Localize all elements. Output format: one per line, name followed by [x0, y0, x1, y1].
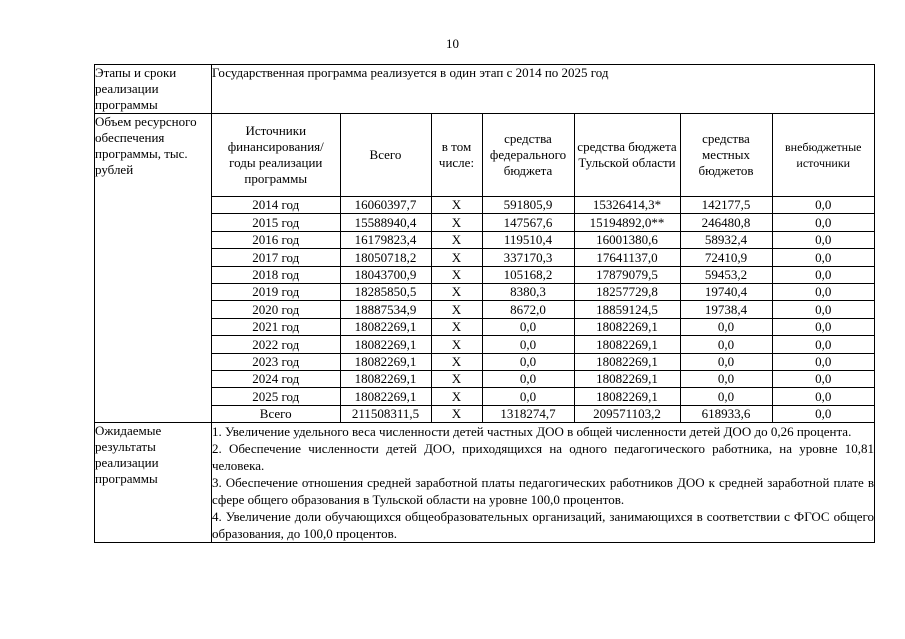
table-row [212, 370, 874, 387]
cell-year: 2017 год [212, 249, 340, 266]
cell-extrabudgetary: 0,0 [772, 197, 874, 214]
cell-year: 2014 год [212, 197, 340, 214]
header-sources: Источники финансирования/ годы реализации программы [212, 114, 340, 197]
cell-regional: 18082269,1 [574, 388, 680, 405]
stages-value: Государственная программа реализуется в один этап с 2014 по 2025 год [212, 65, 875, 114]
cell-extrabudgetary: 0,0 [772, 249, 874, 266]
result-item: 2. Обеспечение численности детей ДОО, приходящихся на одного педагогического работника, на уровне 10,81 человека. [212, 441, 874, 474]
cell-including: X [431, 318, 482, 335]
cell-year: 2018 год [212, 266, 340, 283]
resources-label: Объем ресурсного обеспечения программы, тыс. рублей [95, 114, 212, 423]
table-row [212, 318, 874, 335]
cell-extrabudgetary: 0,0 [772, 283, 874, 300]
cell-extrabudgetary: 0,0 [772, 231, 874, 248]
result-item: 4. Увеличение доли обучающихся общеобразовательных организаций, занимающихся в соответствии с ФГОС общего образования, до 100,0 процентов. [212, 509, 874, 542]
cell-local: 0,0 [680, 353, 772, 370]
cell-including: X [431, 214, 482, 231]
cell-extrabudgetary: 0,0 [772, 336, 874, 353]
cell-local: 0,0 [680, 388, 772, 405]
table-row [212, 266, 874, 283]
result-item: 3. Обеспечение отношения средней заработной платы педагогических работников ДОО к средней заработной плате в сфере общего образования в Тульской области на уровне 100,0 процентов. [212, 475, 874, 508]
cell-total: 15588940,4 [340, 214, 431, 231]
cell-local: 246480,8 [680, 214, 772, 231]
cell-federal: 8672,0 [482, 301, 574, 318]
table-row [212, 353, 874, 370]
cell-including: X [431, 266, 482, 283]
cell-including: X [431, 283, 482, 300]
cell-total: 18082269,1 [340, 318, 431, 335]
results-label: Ожидаемые результаты реализации программы [95, 423, 212, 543]
cell-extrabudgetary: 0,0 [772, 388, 874, 405]
cell-regional: 18082269,1 [574, 353, 680, 370]
cell-year: 2025 год [212, 388, 340, 405]
cell-extrabudgetary: 0,0 [772, 301, 874, 318]
stages-row [95, 65, 875, 114]
result-item: 1. Увеличение удельного веса численности детей частных ДОО в общей численности детей ДОО до 0,26 процента. [212, 424, 852, 440]
cell-total: 18082269,1 [340, 388, 431, 405]
header-local: средства местных бюджетов [680, 114, 772, 197]
cell-year: Всего [212, 405, 340, 422]
cell-federal: 105168,2 [482, 266, 574, 283]
cell-total: 18082269,1 [340, 370, 431, 387]
cell-local: 0,0 [680, 318, 772, 335]
finance-body [212, 197, 874, 423]
cell-total: 18043700,9 [340, 266, 431, 283]
cell-including: X [431, 388, 482, 405]
cell-extrabudgetary: 0,0 [772, 214, 874, 231]
cell-total: 18285850,5 [340, 283, 431, 300]
cell-federal: 591805,9 [482, 197, 574, 214]
header-extrabudgetary: внебюджетные источники [772, 114, 874, 197]
table-row [212, 249, 874, 266]
cell-including: X [431, 197, 482, 214]
cell-extrabudgetary: 0,0 [772, 318, 874, 335]
table-row [212, 197, 874, 214]
cell-extrabudgetary: 0,0 [772, 370, 874, 387]
header-including: в том числе: [431, 114, 482, 197]
cell-including: X [431, 405, 482, 422]
finance-table [212, 114, 874, 422]
cell-year: 2019 год [212, 283, 340, 300]
finance-cell [212, 114, 875, 423]
cell-including: X [431, 353, 482, 370]
cell-including: X [431, 249, 482, 266]
table-row [212, 405, 874, 422]
cell-regional: 18082269,1 [574, 336, 680, 353]
cell-regional: 18082269,1 [574, 318, 680, 335]
cell-local: 19740,4 [680, 283, 772, 300]
cell-including: X [431, 301, 482, 318]
table-row [212, 231, 874, 248]
cell-federal: 147567,6 [482, 214, 574, 231]
cell-local: 19738,4 [680, 301, 772, 318]
cell-local: 142177,5 [680, 197, 772, 214]
header-total: Всего [340, 114, 431, 197]
table-row [212, 301, 874, 318]
cell-regional: 209571103,2 [574, 405, 680, 422]
results-list [212, 423, 875, 543]
results-row [95, 423, 875, 543]
cell-total: 18887534,9 [340, 301, 431, 318]
cell-extrabudgetary: 0,0 [772, 405, 874, 422]
cell-federal: 0,0 [482, 336, 574, 353]
cell-including: X [431, 336, 482, 353]
cell-federal: 0,0 [482, 353, 574, 370]
cell-year: 2020 год [212, 301, 340, 318]
page-number: 10 [446, 36, 459, 51]
cell-federal: 1318274,7 [482, 405, 574, 422]
cell-federal: 8380,3 [482, 283, 574, 300]
cell-regional: 17641137,0 [574, 249, 680, 266]
cell-local: 0,0 [680, 370, 772, 387]
table-row [212, 214, 874, 231]
table-row [212, 336, 874, 353]
cell-year: 2016 год [212, 231, 340, 248]
cell-year: 2023 год [212, 353, 340, 370]
header-federal: средства федерального бюджета [482, 114, 574, 197]
table-row [212, 283, 874, 300]
cell-total: 16179823,4 [340, 231, 431, 248]
cell-including: X [431, 231, 482, 248]
cell-year: 2022 год [212, 336, 340, 353]
cell-local: 618933,6 [680, 405, 772, 422]
finance-header-row [212, 114, 874, 197]
cell-regional: 18257729,8 [574, 283, 680, 300]
cell-total: 18082269,1 [340, 353, 431, 370]
cell-extrabudgetary: 0,0 [772, 266, 874, 283]
cell-federal: 337170,3 [482, 249, 574, 266]
cell-total: 16060397,7 [340, 197, 431, 214]
cell-federal: 0,0 [482, 388, 574, 405]
cell-year: 2015 год [212, 214, 340, 231]
cell-federal: 0,0 [482, 370, 574, 387]
stages-label: Этапы и сроки реализации программы [95, 65, 212, 114]
cell-local: 59453,2 [680, 266, 772, 283]
cell-regional: 18859124,5 [574, 301, 680, 318]
cell-regional: 17879079,5 [574, 266, 680, 283]
cell-local: 58932,4 [680, 231, 772, 248]
header-regional: средства бюджета Тульской области [574, 114, 680, 197]
cell-federal: 119510,4 [482, 231, 574, 248]
cell-regional: 15194892,0** [574, 214, 680, 231]
cell-including: X [431, 370, 482, 387]
cell-local: 0,0 [680, 336, 772, 353]
resources-row [95, 114, 875, 423]
table-row [212, 388, 874, 405]
cell-year: 2024 год [212, 370, 340, 387]
cell-total: 211508311,5 [340, 405, 431, 422]
cell-local: 72410,9 [680, 249, 772, 266]
cell-regional: 18082269,1 [574, 370, 680, 387]
cell-regional: 16001380,6 [574, 231, 680, 248]
cell-regional: 15326414,3* [574, 197, 680, 214]
cell-total: 18050718,2 [340, 249, 431, 266]
cell-year: 2021 год [212, 318, 340, 335]
cell-federal: 0,0 [482, 318, 574, 335]
cell-total: 18082269,1 [340, 336, 431, 353]
cell-extrabudgetary: 0,0 [772, 353, 874, 370]
passport-table [94, 64, 875, 543]
